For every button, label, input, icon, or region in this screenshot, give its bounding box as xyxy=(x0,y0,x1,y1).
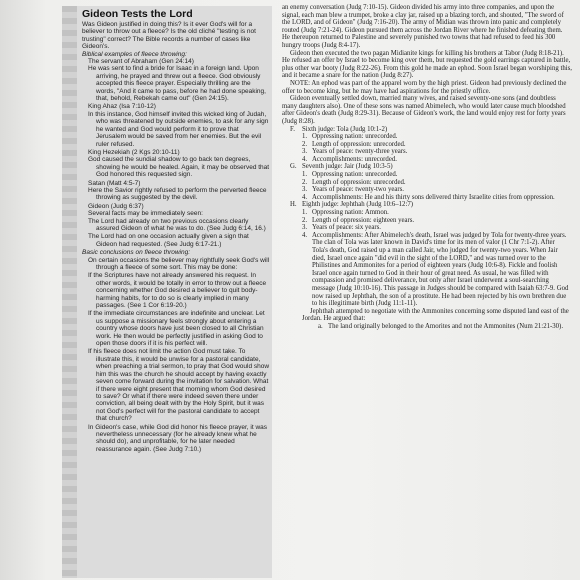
item-number: 4. xyxy=(302,155,308,163)
basic-conclusions-heading: Basic conclusions on fleece throwing: xyxy=(82,249,191,257)
main-column xyxy=(282,4,572,331)
outline-title: Eighth judge: Jephthah (Judg 10:6–12:7) xyxy=(302,201,414,209)
sidebar-title: Gideon Tests the Lord xyxy=(82,8,193,20)
item-number: 4. xyxy=(302,231,308,239)
item-text: Length of oppression: unrecorded. xyxy=(312,140,406,148)
outline-title: Seventh judge: Jair (Judg 10:3-5) xyxy=(302,163,393,171)
item-number: 3. xyxy=(302,186,308,194)
example-text: God caused the sundial shadow to go back ten degrees, showing he would be healed. Again, it may be observed that God honored this requested sign. xyxy=(88,156,270,179)
item-number: 1. xyxy=(302,209,308,217)
item-number: 4. xyxy=(302,193,308,201)
sidebar-content xyxy=(82,8,270,454)
example-ref: King Ahaz (Isa 7:10-12) xyxy=(88,103,156,111)
item-number: 2. xyxy=(302,178,308,186)
sidebar-intro: Was Gideon justified in doing this? Is it ever God's will for a believer to throw out a fleece? Is the old cliché "testing is not trusting" correct? The Bible records a number of cases like Gideon's. xyxy=(82,21,256,51)
body-paragraph: an enemy conversation (Judg 7:10-15). Gideon divided his army into three companies, and upon the signal, each man blew a trumpet, broke a clay jar, raised up a blazing torch, and shouted, "The sword of the LORD, and of Gideon" (Judg 7:16-20). The army of Midian was thrown into panic and completely routed (Judg 7:21-24). Gideon pursued them across the Jordan River where he finished defeating them. He thereupon returned to Palestine and severely punished two towns that had refused to feed his 300 hungry troops (Judg 8:4-17). xyxy=(282,4,564,49)
body-paragraph: Gideon then executed the two pagan Midianite kings for killing his brothers at Tabor (Judg 8:18-21). He refused an offer by Israel to become king over them, but requested the gold earrings captured in battle, plus other war booty (Judg 8:22-26). From this gold he made an ephod. Soon Israel began worshiping this, and it became a snare for the nation (Judg 8:27). xyxy=(282,49,572,80)
list-item xyxy=(282,171,572,179)
list-item xyxy=(282,232,572,308)
item-text: Accomplishments: unrecorded. xyxy=(312,155,397,163)
outline-heading xyxy=(282,163,572,171)
item-number: 1. xyxy=(302,133,308,141)
list-item xyxy=(282,217,572,225)
decorative-border xyxy=(62,6,77,578)
item-letter: a. xyxy=(318,322,323,330)
example-ref: Satan (Matt 4:5-7) xyxy=(88,179,141,187)
example-ref: King Hezekiah (2 Kgs 20:10-11) xyxy=(88,148,180,156)
facts-heading: Several facts may be immediately seen: xyxy=(88,210,203,218)
item-number: 3. xyxy=(302,224,308,232)
example-ref: The servant of Abraham (Gen 24:14) xyxy=(88,58,194,66)
list-item xyxy=(282,186,572,194)
item-text: Years of peace: twenty-two years. xyxy=(312,186,404,194)
outline-title: Sixth judge: Tola (Judg 10:1-2) xyxy=(302,125,388,133)
outline-label: F. xyxy=(290,125,295,133)
conclusion-item: In Gideon's case, while God did honor his fleece prayer, it was nevertheless unnecessary (for he already knew what he should do), and unprofitable, for he later needed reassurance again. (See Judg 7:10.) xyxy=(88,423,268,453)
item-number: 3. xyxy=(302,148,308,156)
example-text: Here the Savior rightly refused to perform the perverted fleece throwing as suggested by the devil. xyxy=(88,186,267,202)
list-item xyxy=(282,141,572,149)
item-text: Oppressing nation: unrecorded. xyxy=(312,171,398,179)
example-text: He was sent to find a bride for Isaac in a foreign land. Upon arriving, he prayed and threw out a fleece. God obviously accepted this fleece prayer. Especially thrilling are the words, "And it came to pass, before he had done speaking, that, behold, Rebekah came out" (Gen 24:15). xyxy=(88,65,266,103)
list-item xyxy=(282,133,572,141)
item-text: Accomplishments: He and his thirty sons delivered thirty Israelite cities from oppression. xyxy=(312,193,555,201)
item-text: Years of peace: six years. xyxy=(312,224,381,232)
body-paragraph: Jephthah attempted to negotiate with the Ammonites concerning some disputed land east of the Jordan. He argued that: xyxy=(302,307,569,323)
conclusion-item: If his fleece does not limit the action God must take. To illustrate this, it would be unwise for a pastoral candidate, when preaching a trial sermon, to pray that God would show him this was the church he should accept by having exactly seven come forward during the invitation for salvation. What if there were eight present that morning whom God desired to save? Or what if there were indeed seven there under conviction, all being dealt with by the Holy Spirit, but it was not God's perfect will for the pastoral candidate to accept that church? xyxy=(88,348,270,423)
outline-heading xyxy=(282,201,572,209)
item-text: Accomplishments: After Abimelech's death, Israel was judged by Tola for twenty-three years. The clan of Tola was later known in David's time for its men of valor (1 Chr 7:1-2). After Tola's death, God raised up a man called Jair, who judged for twenty-two years. When Jair died, Israel once again "did evil in the sight of the LORD," and was turned over to the Philistines and Ammonites for a period of eighteen years (Judg 10:6-8). Fickle and foolish Israel once again turned to God in their hour of great need. As usual, he was filled with compassion and promised deliverance, but only after Israel underwent a soul-searching message (Judg 10:10-16). This passage in Judges should be compared with Isaiah 63:7-9. God now raised up Jephthah, the son of a prostitute. He had been rejected by his own brethren due to his illegitimate birth (Judg 11:1-11). xyxy=(312,231,569,308)
list-item xyxy=(282,148,572,156)
item-text: The land originally belonged to the Amorites and not the Ammonites (Num 21:21-30). xyxy=(328,322,564,330)
item-text: Length of oppression: eighteen years. xyxy=(312,216,415,224)
list-item xyxy=(282,194,572,202)
example-text: In this instance, God himself invited this wicked king of Judah, who was threatened by outside enemies, to ask for any sign he wanted and God would perform it to prove that Jerusalem would be saved from her enemies. But the evil ruler refused. xyxy=(88,110,269,148)
outline-heading xyxy=(282,126,572,134)
biblical-examples-heading: Biblical examples of fleece throwing: xyxy=(82,50,187,58)
item-number: 2. xyxy=(302,216,308,224)
note-paragraph: NOTE: An ephod was part of the apparel worn by the high priest. Gideon had previously declined the offer to become king, but he may have had aspirations for the priestly office. xyxy=(282,79,567,95)
outline-label: H. xyxy=(290,201,297,209)
fact-item: The Lord had already on two previous occasions clearly assured Gideon of what he was to do. (See Judg 6:14, 16.) xyxy=(88,217,266,232)
list-item xyxy=(282,209,572,217)
conclusion-item: If the immediate circumstances are indefinite and unclear. Let us suppose a missionary feels strongly about entering a country whose doors have just been closed to all Christian work. He then would be perfectly justified in asking God to open those doors if it is his perfect will. xyxy=(88,310,265,348)
item-number: 1. xyxy=(302,171,308,179)
item-text: Oppressing nation: unrecorded. xyxy=(312,133,398,141)
list-item xyxy=(282,156,572,164)
list-item xyxy=(282,323,572,331)
list-item xyxy=(282,179,572,187)
item-text: Length of oppression: unrecorded. xyxy=(312,178,406,186)
list-item xyxy=(282,224,572,232)
conclusion-item: If the Scriptures have not already answered his request. In other words, it would be totally in error to throw out a fleece concerning whether God desired a believer to quit body-harming habits, for to do so is clearly implied in many passages. (See 1 Cor 6:19-20.) xyxy=(88,272,267,310)
sidebar-box xyxy=(62,6,272,578)
example-ref: Gideon (Judg 6:37) xyxy=(88,202,144,210)
conclusion-item: On certain occasions the believer may rightfully seek God's will through a fleece of some sort. This may be done: xyxy=(88,256,270,271)
body-paragraph: Gideon eventually settled down, married many wives, and raised seventy-one sons (and doubtless many daughters also). One of these sons was named Abimelech, who would later cause much bloodshed after Gideon's death (Judg 8:29-31). Because of Gideon's work, the land would enjoy rest for forty years (Judg 8:28). xyxy=(282,95,566,125)
fact-item: The Lord had on one occasion actually given a sign that Gideon had requested. (See Judg 6:17-21.) xyxy=(88,233,249,248)
item-number: 2. xyxy=(302,140,308,148)
outline-label: G. xyxy=(290,163,297,171)
item-text: Oppressing nation: Ammon. xyxy=(312,209,389,217)
item-text: Years of peace: twenty-three years. xyxy=(312,148,408,156)
